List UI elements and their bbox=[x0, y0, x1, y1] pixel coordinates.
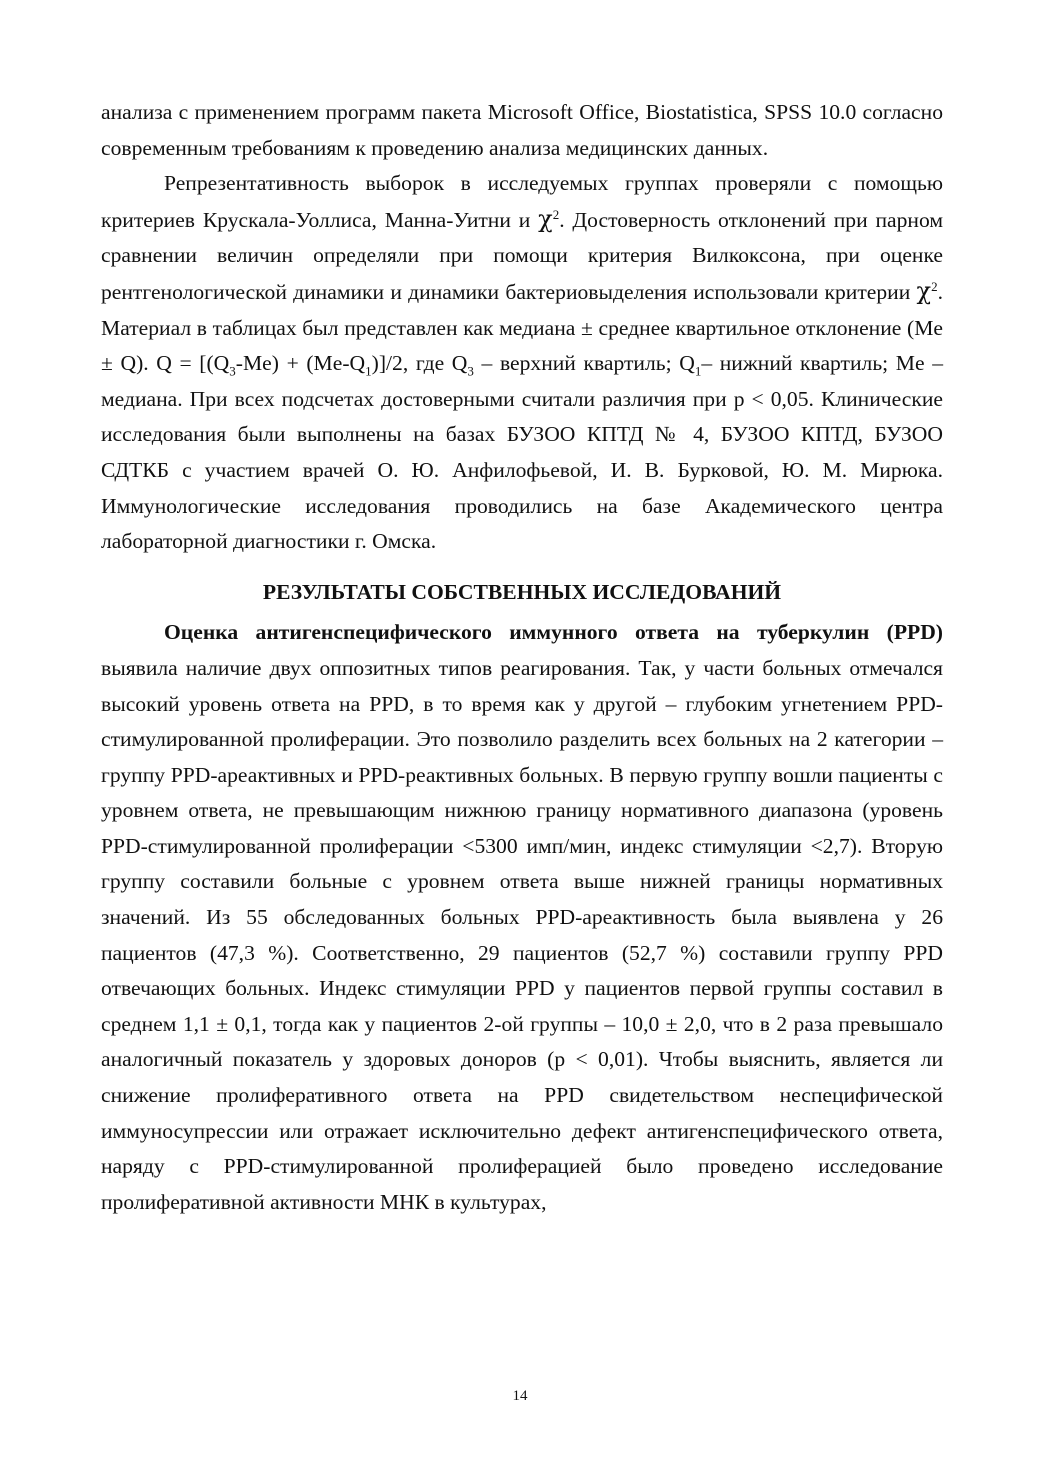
subscript: 1 bbox=[694, 363, 702, 379]
superscript: 2 bbox=[552, 206, 560, 222]
text-fragment: . Достоверность отклонений при парном сравнении величин определяли при помощи критерия Вилкоксона, при оценке рентгенологической динамики и динамики бактериовыделения использовали критерии bbox=[101, 207, 943, 304]
subscript: 3 bbox=[229, 363, 236, 379]
chi-symbol: χ bbox=[538, 204, 553, 233]
text-fragment: . Материал в таблицах был представлен как медиана ± среднее квартильное отклонение (Me ± Q). Q = [(Q bbox=[101, 279, 943, 376]
text-fragment: )]/2, где Q bbox=[371, 351, 468, 376]
subscript: 1 bbox=[365, 363, 372, 379]
text-fragment: – верхний квартиль; Q bbox=[473, 351, 695, 376]
page-number: 14 bbox=[512, 1388, 528, 1404]
subscript: 3 bbox=[467, 363, 474, 379]
text-fragment: -Me) + (Me-Q bbox=[235, 351, 366, 376]
paragraph-statistics bbox=[101, 166, 943, 560]
paragraph-results bbox=[101, 615, 943, 1220]
text-fragment: Репрезентативность выборок в исследуемых группах проверяли с помощью критериев Крускала-Уоллиса, Манна-Уитни и bbox=[101, 171, 943, 232]
paragraph-methods-end: анализа с применением программ пакета Microsoft Office, Biostatistica, SPSS 10.0 согласно современным требованиям к проведению анализа медицинских данных. bbox=[101, 100, 943, 160]
superscript: 2 bbox=[931, 278, 938, 294]
chi-symbol: χ bbox=[916, 276, 932, 305]
section-heading: РЕЗУЛЬТАТЫ СОБСТВЕННЫХ ИССЛЕДОВАНИЙ bbox=[262, 579, 782, 604]
bold-lead: Оценка антигенспецифического иммунного ответа на туберкулин (PPD) bbox=[164, 620, 943, 645]
text-fragment: – нижний квартиль; Me – медиана. При всех подсчетах достоверными считали различия при p < 0,05. Клинические исследования были выполнены на базах БУЗОО КПТД № 4, БУЗОО КПТД, БУЗОО СДТКБ с участием врачей О. Ю. Анфилофьевой, И. В. Бурковой, Ю. М. Мирюка. Иммунологические исследования проводились на базе Академического центра лабораторной диагностики г. Омска. bbox=[101, 351, 943, 554]
page-body bbox=[101, 95, 943, 1220]
text-fragment: выявила наличие двух оппозитных типов реагирования. Так, у части больных отмечался высокий уровень ответа на PPD, в то время как у другой – глубоким угнетением PPD-стимулированной пролиферации. Это позволило разделить всех больных на 2 категории – группу PPD-ареактивных и PPD-реактивных больных. В первую группу вошли пациенты с уровнем ответа, не превышающим нижнюю границу нормативного диапазона (уровень PPD-стимулированной пролиферации <5300 имп/мин, индекс стимуляции <2,7). Вторую группу составили больные с уровнем ответа выше нижней границы нормативных значений. Из 55 обследованных больных PPD-ареактивность была выявлена у 26 пациентов (47,3 %). Соответственно, 29 пациентов (52,7 %) составили группу PPD отвечающих больных. Индекс стимуляции PPD у пациентов первой группы составил в среднем 1,1 ± 0,1, тогда как у пациентов 2-ой группы – 10,0 ± 2,0, что в 2 раза превышало аналогичный показатель у здоровых доноров (p < 0,01). Чтобы выяснить, является ли снижение пролиферативного ответа на PPD свидетельством неспецифической иммуносупрессии или отражает исключительно дефект антигенспецифического ответа, наряду с PPD-стимулированной пролиферацией было проведено исследование пролиферативной активности МНК в культурах, bbox=[101, 655, 943, 1214]
